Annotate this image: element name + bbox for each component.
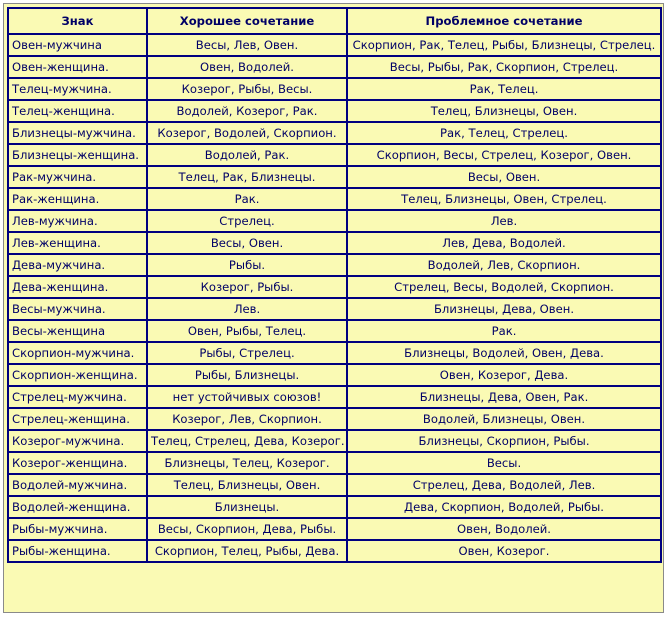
sign-cell: Козерог-мужчина. bbox=[8, 430, 147, 452]
sign-cell: Козерог-женщина. bbox=[8, 452, 147, 474]
table-row bbox=[8, 166, 661, 188]
good-match-cell: Козерог, Рыбы. bbox=[147, 276, 347, 298]
sign-cell: Лев-женщина. bbox=[8, 232, 147, 254]
problem-match-cell: Рак, Телец. bbox=[347, 78, 661, 100]
table-row bbox=[8, 254, 661, 276]
problem-match-cell: Телец, Близнецы, Овен. bbox=[347, 100, 661, 122]
table-row bbox=[8, 78, 661, 100]
sign-cell: Дева-мужчина. bbox=[8, 254, 147, 276]
table-row bbox=[8, 100, 661, 122]
problem-match-cell: Водолей, Лев, Скорпион. bbox=[347, 254, 661, 276]
problem-match-cell: Близнецы, Дева, Овен. bbox=[347, 298, 661, 320]
header-sign: Знак bbox=[8, 8, 147, 34]
good-match-cell: Близнецы. bbox=[147, 496, 347, 518]
good-match-cell: Козерог, Лев, Скорпион. bbox=[147, 408, 347, 430]
good-match-cell: Весы, Скорпион, Дева, Рыбы. bbox=[147, 518, 347, 540]
problem-match-cell: Телец, Близнецы, Овен, Стрелец. bbox=[347, 188, 661, 210]
problem-match-cell: Лев. bbox=[347, 210, 661, 232]
problem-match-cell: Стрелец, Дева, Водолей, Лев. bbox=[347, 474, 661, 496]
problem-match-cell: Дева, Скорпион, Водолей, Рыбы. bbox=[347, 496, 661, 518]
sign-cell: Близнецы-женщина. bbox=[8, 144, 147, 166]
good-match-cell: Рыбы. bbox=[147, 254, 347, 276]
table-row bbox=[8, 430, 661, 452]
good-match-cell: Козерог, Рыбы, Весы. bbox=[147, 78, 347, 100]
sign-cell: Весы-женщина bbox=[8, 320, 147, 342]
good-match-cell: нет устойчивых союзов! bbox=[147, 386, 347, 408]
table-row bbox=[8, 56, 661, 78]
good-match-cell: Весы, Овен. bbox=[147, 232, 347, 254]
good-match-cell: Рыбы, Стрелец. bbox=[147, 342, 347, 364]
table-row bbox=[8, 320, 661, 342]
good-match-cell: Овен, Водолей. bbox=[147, 56, 347, 78]
problem-match-cell: Скорпион, Весы, Стрелец, Козерог, Овен. bbox=[347, 144, 661, 166]
table-row bbox=[8, 188, 661, 210]
problem-match-cell: Весы. bbox=[347, 452, 661, 474]
table-row bbox=[8, 210, 661, 232]
sign-cell: Рак-женщина. bbox=[8, 188, 147, 210]
sign-cell: Близнецы-мужчина. bbox=[8, 122, 147, 144]
table-row bbox=[8, 122, 661, 144]
sign-cell: Рыбы-женщина. bbox=[8, 540, 147, 562]
good-match-cell: Скорпион, Телец, Рыбы, Дева. bbox=[147, 540, 347, 562]
good-match-cell: Телец, Стрелец, Дева, Козерог. bbox=[147, 430, 347, 452]
table-row bbox=[8, 232, 661, 254]
good-match-cell: Козерог, Водолей, Скорпион. bbox=[147, 122, 347, 144]
sign-cell: Скорпион-мужчина. bbox=[8, 342, 147, 364]
good-match-cell: Рыбы, Близнецы. bbox=[147, 364, 347, 386]
sign-cell: Дева-женщина. bbox=[8, 276, 147, 298]
problem-match-cell: Овен, Козерог. bbox=[347, 540, 661, 562]
good-match-cell: Рак. bbox=[147, 188, 347, 210]
table-body bbox=[8, 34, 661, 562]
sign-cell: Стрелец-женщина. bbox=[8, 408, 147, 430]
good-match-cell: Водолей, Рак. bbox=[147, 144, 347, 166]
sign-cell: Рыбы-мужчина. bbox=[8, 518, 147, 540]
table-row bbox=[8, 518, 661, 540]
sign-cell: Скорпион-женщина. bbox=[8, 364, 147, 386]
table-row bbox=[8, 452, 661, 474]
good-match-cell: Водолей, Козерог, Рак. bbox=[147, 100, 347, 122]
problem-match-cell: Близнецы, Водолей, Овен, Дева. bbox=[347, 342, 661, 364]
good-match-cell: Овен, Рыбы, Телец. bbox=[147, 320, 347, 342]
sign-cell: Овен-женщина. bbox=[8, 56, 147, 78]
sign-cell: Водолей-мужчина. bbox=[8, 474, 147, 496]
sign-cell: Лев-мужчина. bbox=[8, 210, 147, 232]
problem-match-cell: Близнецы, Дева, Овен, Рак. bbox=[347, 386, 661, 408]
sign-cell: Рак-мужчина. bbox=[8, 166, 147, 188]
table-row bbox=[8, 496, 661, 518]
good-match-cell: Телец, Рак, Близнецы. bbox=[147, 166, 347, 188]
good-match-cell: Телец, Близнецы, Овен. bbox=[147, 474, 347, 496]
problem-match-cell: Скорпион, Рак, Телец, Рыбы, Близнецы, Стрелец. bbox=[347, 34, 661, 56]
sign-cell: Весы-мужчина. bbox=[8, 298, 147, 320]
table-row bbox=[8, 144, 661, 166]
problem-match-cell: Весы, Овен. bbox=[347, 166, 661, 188]
table-row bbox=[8, 364, 661, 386]
problem-match-cell: Весы, Рыбы, Рак, Скорпион, Стрелец. bbox=[347, 56, 661, 78]
sign-cell: Телец-женщина. bbox=[8, 100, 147, 122]
good-match-cell: Весы, Лев, Овен. bbox=[147, 34, 347, 56]
table-row bbox=[8, 408, 661, 430]
problem-match-cell: Лев, Дева, Водолей. bbox=[347, 232, 661, 254]
problem-match-cell: Стрелец, Весы, Водолей, Скорпион. bbox=[347, 276, 661, 298]
problem-match-cell: Близнецы, Скорпион, Рыбы. bbox=[347, 430, 661, 452]
table-row bbox=[8, 540, 661, 562]
header-row bbox=[8, 8, 661, 34]
header-good-match: Хорошее сочетание bbox=[147, 8, 347, 34]
table-row bbox=[8, 474, 661, 496]
table-row bbox=[8, 276, 661, 298]
table-row bbox=[8, 298, 661, 320]
table-row bbox=[8, 342, 661, 364]
compatibility-table-container bbox=[3, 3, 664, 613]
problem-match-cell: Овен, Козерог, Дева. bbox=[347, 364, 661, 386]
table-row bbox=[8, 386, 661, 408]
problem-match-cell: Рак, Телец, Стрелец. bbox=[347, 122, 661, 144]
sign-cell: Водолей-женщина. bbox=[8, 496, 147, 518]
sign-cell: Стрелец-мужчина. bbox=[8, 386, 147, 408]
sign-cell: Овен-мужчина bbox=[8, 34, 147, 56]
problem-match-cell: Рак. bbox=[347, 320, 661, 342]
table-row bbox=[8, 34, 661, 56]
good-match-cell: Близнецы, Телец, Козерог. bbox=[147, 452, 347, 474]
good-match-cell: Стрелец. bbox=[147, 210, 347, 232]
problem-match-cell: Овен, Водолей. bbox=[347, 518, 661, 540]
problem-match-cell: Водолей, Близнецы, Овен. bbox=[347, 408, 661, 430]
sign-cell: Телец-мужчина. bbox=[8, 78, 147, 100]
good-match-cell: Лев. bbox=[147, 298, 347, 320]
compatibility-table bbox=[7, 7, 662, 563]
header-problem-match: Проблемное сочетание bbox=[347, 8, 661, 34]
